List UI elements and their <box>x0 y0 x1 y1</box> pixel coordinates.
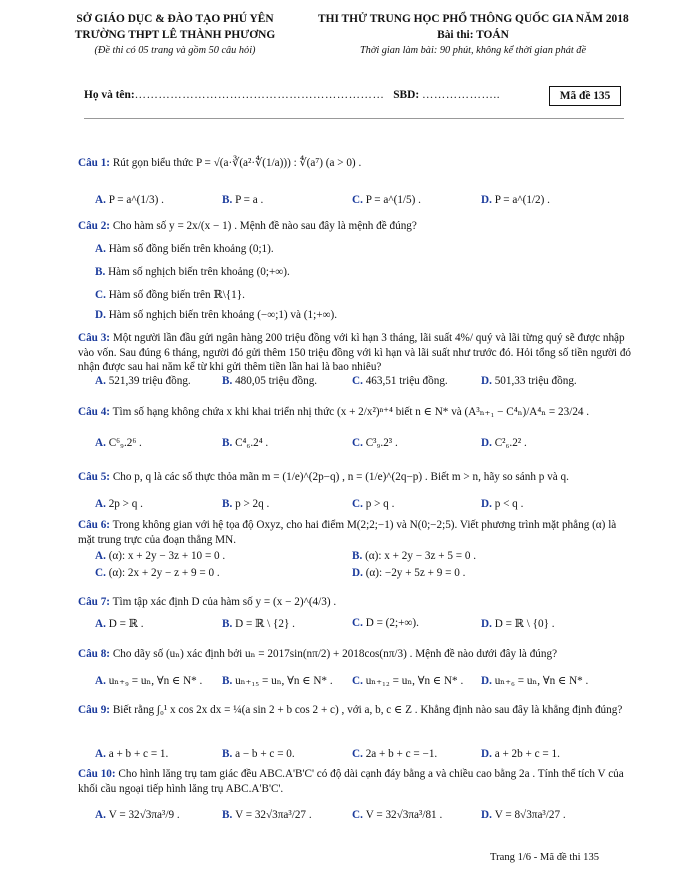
exam-code-box: Mã đề 135 <box>549 86 621 106</box>
question-text: Rút gọn biểu thức P = √(a·∛(a²·∜(1/a))) : ∜(a⁷) (a > 0) . <box>112 157 362 169</box>
option-letter: A. <box>95 550 109 562</box>
option-letter: D. <box>481 748 495 760</box>
option-d[interactable]: D. D = ℝ \ {0} . <box>481 618 555 630</box>
option-b[interactable]: B. C⁴₆.2⁴ . <box>222 437 269 449</box>
question-label: Câu 3: <box>78 332 111 344</box>
question-10 <box>78 767 633 796</box>
option-a[interactable]: A. 521,39 triệu đồng. <box>95 375 191 387</box>
subject-title: Bài thi: TOÁN <box>437 28 509 41</box>
option-letter: D. <box>481 194 495 206</box>
header-divider <box>84 118 624 119</box>
question-label: Câu 8: <box>78 648 111 660</box>
option-a[interactable]: A. a + b + c = 1. <box>95 748 169 760</box>
option-letter: B. <box>352 550 366 562</box>
option-letter: C. <box>352 498 366 510</box>
question-text: Cho hình lăng trụ tam giác đều ABC.A'B'C' có độ dài cạnh đáy bằng a và chiều cao bằng 2a . Tính thể tích V của khối cầu ngoại tiếp hình lăng trụ ABC.A'B'C'. <box>78 768 624 795</box>
option-c[interactable]: C. 463,51 triệu đồng. <box>352 375 448 387</box>
option-letter: D. <box>481 498 495 510</box>
option-d[interactable]: D. 501,33 triệu đồng. <box>481 375 577 387</box>
question-4 <box>78 405 633 420</box>
question-6 <box>78 518 633 547</box>
option-d[interactable]: D. P = a^(1/2) . <box>481 194 550 206</box>
option-letter: A. <box>95 498 109 510</box>
question-text: Trong không gian với hệ tọa độ Oxyz, cho hai điểm M(2;2;−1) và N(0;−2;5). Viết phương trình mặt phẳng (α) là mặt trung trực của đoạn thẳng MN. <box>78 519 617 546</box>
option-letter: C. <box>352 675 366 687</box>
question-label: Câu 2: <box>78 220 111 232</box>
page-footer: Trang 1/6 - Mã đề thi 135 <box>490 852 600 863</box>
option-a[interactable]: A. D = ℝ . <box>95 618 144 630</box>
question-7 <box>78 595 633 610</box>
question-3 <box>78 331 633 375</box>
option-b[interactable]: B. uₙ₊₁₅ = uₙ, ∀n ∈ N* . <box>222 675 333 687</box>
name-dots: ……………………………………………………… <box>134 89 385 101</box>
student-info-row <box>84 89 624 101</box>
option-letter: D. <box>481 675 495 687</box>
option-letter: A. <box>95 375 109 387</box>
option-d[interactable]: D. C²₆.2² . <box>481 437 527 449</box>
question-5 <box>78 470 633 485</box>
option-letter: C. <box>95 289 109 301</box>
option-letter: D. <box>481 618 495 630</box>
option-letter: C. <box>352 375 366 387</box>
option-d[interactable]: D. V = 8√3πa³/27 . <box>481 809 566 821</box>
question-label: Câu 9: <box>78 704 111 716</box>
sbd-dots: ……………….. <box>422 89 501 101</box>
option-b[interactable]: B. (α): x + 2y − 3z + 5 = 0 . <box>352 550 477 562</box>
option-c[interactable]: C. V = 32√3πa³/81 . <box>352 809 443 821</box>
option-letter: A. <box>95 809 109 821</box>
option-letter: B. <box>222 375 236 387</box>
question-label: Câu 1: <box>78 157 111 169</box>
option-a[interactable]: A. (α): x + 2y − 3z + 10 = 0 . <box>95 550 226 562</box>
question-text: Tìm số hạng không chứa x khi khai triển nhị thức (x + 2/x²)ⁿ⁺⁴ biết n ∈ N* và (A³ₙ₊₁ − C⁴ₙ)/A⁴ₙ = 23/24 . <box>112 406 590 418</box>
question-label: Câu 4: <box>78 406 111 418</box>
option-b[interactable]: B. V = 32√3πa³/27 . <box>222 809 312 821</box>
name-label: Họ và tên: <box>84 89 135 101</box>
option-c[interactable]: C. (α): 2x + 2y − z + 9 = 0 . <box>95 567 220 579</box>
question-text: Một người lần đầu gửi ngân hàng 200 triệu đồng với kì hạn 3 tháng, lãi suất 4%/ quý và lãi từng quý sẽ được nhập vào vốn. Sau đúng 6 tháng, người đó gửi thêm 150 triệu đồng với kì hạn và lãi suất như trước đó. Hỏi tổng số tiền người đó nhận được sau hai năm kể từ khi gửi thêm tiền lần hai là bao nhiêu? <box>78 332 632 373</box>
question-text: Cho dãy số (uₙ) xác định bởi uₙ = 2017sin(nπ/2) + 2018cos(nπ/3) . Mệnh đề nào dưới đây là đúng? <box>112 648 558 660</box>
option-letter: C. <box>352 748 366 760</box>
option-letter: B. <box>222 618 236 630</box>
option-letter: D. <box>481 809 495 821</box>
option-letter: A. <box>95 618 109 630</box>
option-letter: B. <box>222 437 236 449</box>
option-d[interactable]: D. p < q . <box>481 498 524 510</box>
option-letter: B. <box>222 809 236 821</box>
exam-info: (Đề thi có 05 trang và gồm 50 câu hỏi) <box>94 45 256 56</box>
option-letter: B. <box>222 675 236 687</box>
option-c[interactable]: C. 2a + b + c = −1. <box>352 748 438 760</box>
option-b[interactable]: B. 480,05 triệu đồng. <box>222 375 318 387</box>
exam-duration: Thời gian làm bài: 90 phút, không kể thời gian phát đề <box>359 45 587 56</box>
option-b[interactable]: B. p > 2q . <box>222 498 270 510</box>
option-b[interactable]: B. D = ℝ \ {2} . <box>222 618 295 630</box>
option-a[interactable]: A. Hàm số đồng biến trên khoảng (0;1). <box>95 243 274 255</box>
option-c[interactable]: C. uₙ₊₁₂ = uₙ, ∀n ∈ N* . <box>352 675 464 687</box>
option-d[interactable]: D. a + 2b + c = 1. <box>481 748 560 760</box>
option-letter: A. <box>95 437 109 449</box>
question-2 <box>78 219 633 234</box>
school-name: TRƯỜNG THPT LÊ THÀNH PHƯƠNG <box>74 28 276 41</box>
option-a[interactable]: A. uₙ₊₉ = uₙ, ∀n ∈ N* . <box>95 675 203 687</box>
question-label: Câu 7: <box>78 596 111 608</box>
option-letter: B. <box>222 748 236 760</box>
option-c[interactable]: C. P = a^(1/5) . <box>352 194 421 206</box>
question-text: Cho hàm số y = 2x/(x − 1) . Mệnh đề nào sau đây là mệnh đề đúng? <box>112 220 417 232</box>
option-b[interactable]: B. a − b + c = 0. <box>222 748 295 760</box>
option-letter: D. <box>95 309 109 321</box>
question-1 <box>78 156 633 171</box>
option-letter: B. <box>222 498 236 510</box>
option-b[interactable]: B. P = a . <box>222 194 264 206</box>
exam-title-block <box>318 12 628 59</box>
option-a[interactable]: A. C⁶₉.2⁶ . <box>95 437 142 449</box>
option-b[interactable]: B. Hàm số nghịch biến trên khoảng (0;+∞). <box>95 266 290 278</box>
sbd-label: SBD: <box>393 89 420 101</box>
option-letter: C. <box>352 194 366 206</box>
school-block <box>70 12 280 59</box>
option-letter: A. <box>95 675 109 687</box>
exam-title: THI THỬ TRUNG HỌC PHỔ THÔNG QUỐC GIA NĂM 2018 <box>318 13 629 25</box>
option-d[interactable]: D. uₙ₊₆ = uₙ, ∀n ∈ N* . <box>481 675 589 687</box>
question-8 <box>78 647 633 662</box>
department-name: SỞ GIÁO DỤC & ĐÀO TẠO PHÚ YÊN <box>76 13 274 25</box>
question-label: Câu 6: <box>78 519 111 531</box>
option-letter: C. <box>95 567 109 579</box>
option-a[interactable]: A. 2p > q . <box>95 498 143 510</box>
option-c[interactable]: C. p > q . <box>352 498 395 510</box>
option-letter: C. <box>352 437 366 449</box>
option-letter: B. <box>222 194 236 206</box>
option-letter: A. <box>95 243 109 255</box>
option-letter: D. <box>352 567 366 579</box>
question-text: Cho p, q là các số thực thỏa mãn m = (1/e)^(2p−q) , n = (1/e)^(2q−p) . Biết m > n, hãy so sánh p và q. <box>112 471 569 483</box>
option-d[interactable]: D. Hàm số nghịch biến trên khoảng (−∞;1) và (1;+∞). <box>95 309 338 321</box>
option-letter: B. <box>95 266 109 278</box>
question-text: Biết rằng ∫₀¹ x cos 2x dx = ¼(a sin 2 + b cos 2 + c) , với a, b, c ∈ Z . Khẳng định nào sau đây là khẳng định đúng? <box>112 704 623 716</box>
option-letter: A. <box>95 194 109 206</box>
question-label: Câu 10: <box>78 768 116 780</box>
option-a[interactable]: A. V = 32√3πa³/9 . <box>95 809 180 821</box>
question-9 <box>78 703 633 718</box>
option-letter: C. <box>352 809 366 821</box>
option-letter: C. <box>352 617 366 629</box>
option-a[interactable]: A. P = a^(1/3) . <box>95 194 164 206</box>
option-letter: D. <box>481 437 495 449</box>
option-letter: D. <box>481 375 495 387</box>
option-d[interactable]: D. (α): −2y + 5z + 9 = 0 . <box>352 567 466 579</box>
option-letter: A. <box>95 748 109 760</box>
option-c[interactable]: C. Hàm số đồng biến trên ℝ\{1}. <box>95 289 245 301</box>
question-label: Câu 5: <box>78 471 111 483</box>
question-text: Tìm tập xác định D của hàm số y = (x − 2)^(4/3) . <box>112 596 337 608</box>
option-c[interactable]: C. D = (2;+∞). <box>352 617 419 629</box>
option-c[interactable]: C. C³₉.2³ . <box>352 437 398 449</box>
